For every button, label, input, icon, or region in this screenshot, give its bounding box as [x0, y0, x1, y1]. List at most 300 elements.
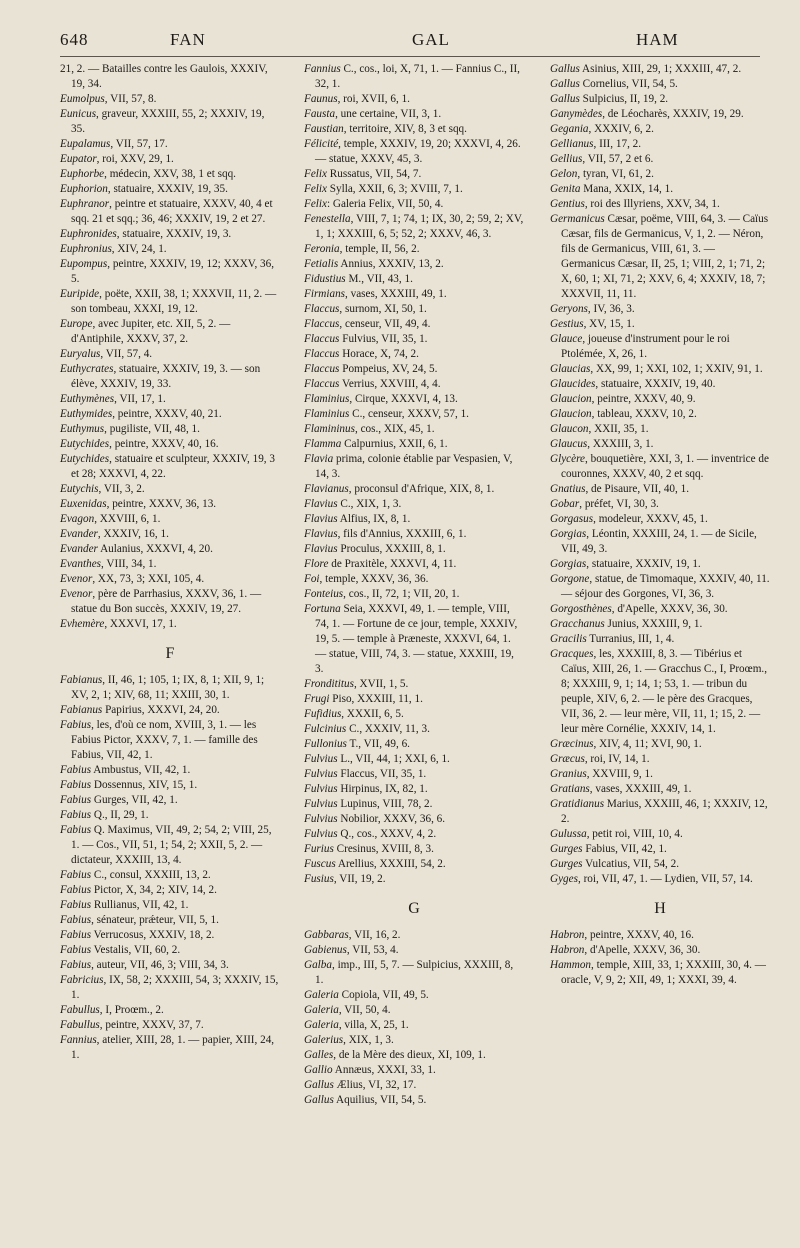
section-letter: F [165, 645, 175, 662]
index-entry [304, 572, 524, 587]
entry-references: , XXVIII, 6, 1. [94, 513, 161, 525]
index-entry [550, 512, 770, 527]
entry-term: Gallio [304, 1064, 333, 1076]
entry-references: Verrucosus, XXXIV, 18, 2. [91, 929, 215, 941]
entry-term: Fabius [60, 794, 92, 806]
entry-term: Fidustius [304, 273, 346, 285]
section-letter: G [408, 900, 420, 917]
entry-references: Piso, XXXIII, 11, 1. [329, 693, 423, 705]
entry-term: Felix [304, 168, 327, 180]
index-entry [60, 362, 280, 392]
index-entry [550, 197, 770, 212]
entry-term: Fulvius [304, 828, 338, 840]
entry-references: , de Pisaure, VII, 40, 1. [585, 483, 690, 495]
entry-term: Felix [304, 183, 327, 195]
entry-references: , d'Apelle, XXXV, 36, 30. [611, 603, 728, 615]
entry-references: , IX, 58, 2; XXXIII, 54, 3; XXXIV, 15, 1. [71, 974, 279, 1001]
entry-term: Fullonius [304, 738, 347, 750]
entry-references: Horace, X, 74, 2. [339, 348, 419, 360]
index-entry [304, 257, 524, 272]
entry-term: Firmians [304, 288, 346, 300]
entry-term: Fabius [60, 899, 92, 911]
index-entry [550, 332, 770, 362]
entry-references: Sulpicius, II, 19, 2. [579, 93, 669, 105]
entry-references: , avec Jupiter, etc. XII, 5, 2. — d'Antiphile, XXXV, 37, 2. [71, 318, 231, 345]
page-number: 648 [60, 30, 89, 49]
index-entry [550, 943, 770, 958]
entry-references: Ambustus, VII, 42, 1. [91, 764, 191, 776]
entry-references: , XV, 15, 1. [583, 318, 635, 330]
index-entry [304, 512, 524, 527]
entry-term: Fulvius [304, 798, 338, 810]
entry-term: Euphorbe [60, 168, 105, 180]
index-entry [550, 152, 770, 167]
entry-term: Glaucion [550, 408, 592, 420]
index-entry [550, 928, 770, 943]
index-entry [304, 677, 524, 692]
index-entry [550, 317, 770, 332]
entry-references: Fulvius, VII, 35, 1. [339, 333, 428, 345]
entry-term: Glaucion [550, 393, 592, 405]
entry-term: Fabius [60, 809, 92, 821]
entry-term: Evander [60, 528, 98, 540]
entry-term: Euryalus [60, 348, 101, 360]
entry-references: , peintre, XXXV, 40, 9. [591, 393, 696, 405]
entry-references: , statuaire et sculpteur, XXXIV, 19, 3 et 28; XXXVI, 4, 22. [71, 453, 275, 480]
entry-references: Verrius, XXVIII, 4, 4. [339, 378, 441, 390]
entry-references: , graveur, XXXIII, 55, 2; XXXIV, 19, 35. [71, 108, 265, 135]
entry-term: Flaccus [304, 333, 340, 345]
entry-term: Fenestella [304, 213, 351, 225]
header-right-word: HAM [636, 30, 679, 49]
entry-term: Gorgasus [550, 513, 594, 525]
entry-references: , XXXIII, 3, 1. [587, 438, 654, 450]
index-entry [550, 407, 770, 422]
entry-term: Gorgone [550, 573, 590, 585]
entry-term: Gallus [550, 78, 580, 90]
entry-references: Arellius, XXXIII, 54, 2. [335, 858, 446, 870]
entry-references: Cresinus, XVIII, 8, 3. [333, 843, 434, 855]
entry-term: Granius [550, 768, 587, 780]
entry-term: Eupompus [60, 258, 108, 270]
index-entry [550, 437, 770, 452]
index-entry [304, 722, 524, 737]
entry-references: , VII, 50, 4. [338, 1004, 391, 1016]
entry-references: Asinius, XIII, 29, 1; XXXIII, 47, 2. [579, 63, 742, 75]
entry-references: Copiola, VII, 49, 5. [338, 989, 429, 1001]
entry-term: Fulvius [304, 753, 338, 765]
index-entry [60, 317, 280, 347]
index-entry [304, 242, 524, 257]
entry-references: Junius, XXXIII, 9, 1. [604, 618, 703, 630]
index-entry [304, 392, 524, 407]
entry-references: Fabius, VII, 42, 1. [582, 843, 667, 855]
entry-term: Eutychis [60, 483, 99, 495]
entry-references: , vases, XXXIII, 49, 1. [589, 783, 692, 795]
index-entry [550, 422, 770, 437]
entry-references: , modeleur, XXXV, 45, 1. [593, 513, 708, 525]
index-entry [304, 958, 524, 988]
entry-references: , roi, IV, 14, 1. [584, 753, 650, 765]
entry-term: Flaminius [304, 393, 350, 405]
entry-references: , roi, XXV, 29, 1. [96, 153, 174, 165]
index-entry [304, 988, 524, 1003]
index-entry [550, 797, 770, 827]
entry-term: Evagon [60, 513, 95, 525]
index-entry [550, 122, 770, 137]
entry-references: , VII, 17, 1. [114, 393, 166, 405]
index-entry [60, 913, 280, 928]
entry-references: Flaccus, VII, 35, 1. [337, 768, 427, 780]
entry-term: Gellianus [550, 138, 594, 150]
entry-references: Sylla, XXII, 6, 3; XVIII, 7, 1. [326, 183, 463, 195]
entry-references: , sénateur, prǽteur, VII, 5, 1. [91, 914, 219, 926]
index-entry [60, 793, 280, 808]
entry-term: Gobar [550, 498, 580, 510]
index-entry [304, 137, 524, 167]
entry-term: Gegania [550, 123, 589, 135]
index-entry [60, 703, 280, 718]
entry-references: , villa, X, 25, 1. [338, 1019, 409, 1031]
index-entry [304, 302, 524, 317]
entry-term: Gelon [550, 168, 578, 180]
index-entry [550, 497, 770, 512]
index-entry [550, 958, 770, 988]
entry-references: , temple, II, 56, 2. [339, 243, 420, 255]
entry-term: Flamininus [304, 423, 355, 435]
index-entry [550, 392, 770, 407]
index-entry [304, 1048, 524, 1063]
index-entry [550, 167, 770, 182]
entry-term: Flavia [304, 453, 334, 465]
entry-term: Galba [304, 959, 332, 971]
entry-term: Faustian [304, 123, 344, 135]
entry-references: , peintre et statuaire, XXXV, 40, 4 et sqq. 21 et sqq.; 36, 46; XXXIV, 19, 2 et 27. [71, 198, 273, 225]
entry-term: Hammon [550, 959, 592, 971]
entry-references: Q., cos., XXXV, 4, 2. [337, 828, 437, 840]
index-entry [60, 958, 280, 973]
index-entry [550, 842, 770, 857]
index-entry [60, 422, 280, 437]
entry-references: , vases, XXXIII, 49, 1. [345, 288, 447, 300]
entry-term: Eumolpus [60, 93, 105, 105]
index-entry [304, 107, 524, 122]
index-entry [550, 302, 770, 317]
entry-term: Fabullus [60, 1019, 100, 1031]
entry-term: Fabius [60, 884, 92, 896]
entry-references: , préfet, VI, 30, 3. [579, 498, 659, 510]
index-entry [60, 718, 280, 763]
entry-term: Galeria [304, 989, 339, 1001]
entry-references: , VII, 57, 8. [104, 93, 157, 105]
entry-references: , tableau, XXXV, 10, 2. [591, 408, 697, 420]
entry-references: , II, 46, 1; 105, 1; IX, 8, 1; XII, 9, 1; XV, 2, 1; XIV, 68, 11; XXIII, 30, 1. [71, 674, 265, 701]
section-letter: H [654, 900, 666, 917]
entry-references: Pictor, X, 34, 2; XIV, 14, 2. [91, 884, 217, 896]
entry-term: Flaccus [304, 348, 340, 360]
index-entry [60, 617, 280, 632]
entry-references: M., VII, 43, 1. [345, 273, 413, 285]
index-entry [304, 182, 524, 197]
entry-references: , proconsul d'Afrique, XIX, 8, 1. [348, 483, 495, 495]
entry-term: Eunicus [60, 108, 97, 120]
index-entry [550, 557, 770, 572]
index-entry [60, 62, 280, 92]
entry-term: Eupalamus [60, 138, 111, 150]
index-entry [304, 317, 524, 332]
entry-references: , I, Proœm., 2. [99, 1004, 164, 1016]
index-entry [60, 763, 280, 778]
entry-references: , d'Apelle, XXXV, 36, 30. [584, 944, 701, 956]
entry-references: , petit roi, VIII, 10, 4. [586, 828, 683, 840]
entry-references: , atelier, XIII, 28, 1. — papier, XIII, 24, 1. [71, 1034, 275, 1061]
index-entry [60, 1033, 280, 1063]
index-entry [304, 812, 524, 827]
entry-references: Nobilior, XXXV, 36, 6. [337, 813, 446, 825]
index-entry [60, 557, 280, 572]
entry-references: , roi, VII, 47, 1. — Lydien, VII, 57, 14. [577, 873, 753, 885]
entry-term: Gurges [550, 858, 583, 870]
index-entry [60, 497, 280, 512]
index-entry [60, 257, 280, 287]
entry-term: Flavius [304, 543, 338, 555]
index-entry [60, 452, 280, 482]
index-entry [304, 737, 524, 752]
entry-references: , VII, 3, 2. [98, 483, 145, 495]
entry-term: Fabius [60, 779, 92, 791]
index-entry [304, 827, 524, 842]
entry-term: Euthycrates [60, 363, 114, 375]
entry-term: Gracchanus [550, 618, 605, 630]
entry-references: , XXXVI, 17, 1. [104, 618, 177, 630]
index-entry [60, 287, 280, 317]
index-entry [60, 407, 280, 422]
index-entry [60, 823, 280, 868]
index-entry [550, 572, 770, 602]
entry-references: L., VII, 44, 1; XXI, 6, 1. [337, 753, 450, 765]
entry-references: , de la Mère des dieux, XI, 109, 1. [333, 1049, 486, 1061]
index-entry [60, 392, 280, 407]
entry-references: C., XIX, 1, 3. [337, 498, 402, 510]
index-entry [304, 872, 524, 887]
index-entry [304, 212, 524, 242]
entry-term: Fannius [60, 1034, 97, 1046]
index-entry [550, 527, 770, 557]
entry-references: , III, 17, 2. [593, 138, 642, 150]
index-entry [304, 928, 524, 943]
entry-references: , une certaine, VII, 3, 1. [335, 108, 442, 120]
entry-term: Fabius [60, 719, 92, 731]
entry-term: Flavius [304, 513, 338, 525]
index-entry [304, 62, 524, 92]
entry-references: , Léontin, XXXIII, 24, 1. — de Sicile, VII, 49, 3. [561, 528, 757, 555]
entry-term: Fortuna [304, 603, 341, 615]
entry-term: Gurges [550, 843, 583, 855]
entry-references: , médecin, XXV, 38, 1 et sqq. [104, 168, 236, 180]
entry-term: Fabius [60, 764, 92, 776]
entry-term: Europe [60, 318, 93, 330]
entry-term: Evander [60, 543, 98, 555]
entry-references: , XIX, 1, 3. [343, 1034, 394, 1046]
entry-term: Galeria [304, 1004, 339, 1016]
entry-references: , père de Parrhasius, XXXV, 36, 1. — statue du Bon succès, XXXIV, 19, 27. [71, 588, 262, 615]
index-entry [60, 242, 280, 257]
entry-term: Fabullus [60, 1004, 100, 1016]
index-entry [304, 1033, 524, 1048]
entry-term: Frondititus [304, 678, 354, 690]
index-entry [304, 692, 524, 707]
entry-references: : Galeria Felix, VII, 50, 4. [326, 198, 444, 210]
entry-term: Eutychides [60, 453, 110, 465]
index-entry [550, 62, 770, 77]
index-entry [550, 752, 770, 767]
entry-references: Vulcatius, VII, 54, 2. [582, 858, 680, 870]
index-entry [60, 197, 280, 227]
index-entry [304, 797, 524, 812]
index-entry [60, 107, 280, 137]
header-left-word: FAN [170, 30, 206, 49]
entry-references: T., VII, 49, 6. [346, 738, 410, 750]
index-entry [60, 808, 280, 823]
entry-references: , fils d'Annius, XXXIII, 6, 1. [337, 528, 467, 540]
entry-term: Flavius [304, 528, 338, 540]
entry-term: Fausta [304, 108, 336, 120]
index-column-2 [304, 62, 524, 1108]
entry-references: , statuaire, XXXIV, 19, 3. [116, 228, 232, 240]
entry-references: , VII, 16, 2. [348, 929, 401, 941]
index-entry [304, 332, 524, 347]
entry-references: , censeur, VII, 49, 4. [339, 318, 431, 330]
entry-references: Hirpinus, IX, 82, 1. [337, 783, 428, 795]
entry-references: , statuaire, XXXIV, 19, 35. [107, 183, 228, 195]
index-entry [550, 827, 770, 842]
entry-references: , peintre, XXXV, 36, 13. [106, 498, 217, 510]
entry-term: Fusius [304, 873, 334, 885]
index-entry [304, 707, 524, 722]
entry-references: , XXXIV, 16, 1. [97, 528, 169, 540]
entry-term: Flaccus [304, 318, 340, 330]
index-entry [550, 107, 770, 122]
index-entry [60, 182, 280, 197]
entry-references: , statuaire, XXXIV, 19, 40. [595, 378, 716, 390]
index-column-1 [60, 62, 280, 1063]
entry-term: Euthymènes [60, 393, 115, 405]
entry-term: Feronia [304, 243, 340, 255]
entry-references: Rullianus, VII, 42, 1. [91, 899, 189, 911]
entry-term: Genita [550, 183, 581, 195]
index-entry [304, 497, 524, 512]
entry-term: Faunus [304, 93, 338, 105]
entry-term: Euphranor [60, 198, 110, 210]
index-entry [60, 92, 280, 107]
entry-references: , surnom, XI, 50, 1. [339, 303, 427, 315]
index-entry [60, 928, 280, 943]
entry-term: Fuscus [304, 858, 336, 870]
entry-references: , VII, 19, 2. [333, 873, 386, 885]
entry-references: Annæus, XXXI, 33, 1. [332, 1064, 436, 1076]
entry-term: Græcus [550, 753, 585, 765]
entry-references: , Cirque, XXXVI, 4, 13. [349, 393, 458, 405]
entry-references: , VIII, 34, 1. [101, 558, 157, 570]
entry-term: Gracques [550, 648, 594, 660]
entry-term: Euxenidas [60, 498, 107, 510]
entry-term: Frugi [304, 693, 330, 705]
entry-references: , les, XXXIII, 8, 3. — Tibérius et Caïus, XIII, 26, 1. — Gracchus C., I, Proœm., 8; XXXIII, 9, 1; 14, 1; 53, 1. — tribun du peuple, XIV, 6, 2. — le père des Gracques, VII, 36, 2. — leur mère, VII, 11, 1; 15, 2. — leur mère Cornélie, XXXIV, 14, 1. [561, 648, 768, 735]
entry-term: Gorgosthènes [550, 603, 612, 615]
index-entry [60, 137, 280, 152]
entry-term: Galeria [304, 1019, 339, 1031]
entry-term: Geryons [550, 303, 588, 315]
entry-term: Evanthes [60, 558, 102, 570]
entry-references: , auteur, VII, 46, 3; VIII, 34, 3. [91, 959, 229, 971]
entry-references: C., cos., loi, X, 71, 1. — Fannius C., II, 32, 1. [315, 63, 520, 90]
entry-term: Fabius [60, 929, 92, 941]
index-entry [60, 973, 280, 1003]
index-entry [550, 632, 770, 647]
entry-references: , XX, 99, 1; XXI, 102, 1; XXIV, 91, 1. [590, 363, 763, 375]
entry-references: Marius, XXXIII, 46, 1; XXXIV, 12, 2. [561, 798, 768, 825]
entry-references: , VII, 57, 4. [100, 348, 153, 360]
entry-term: Euphronides [60, 228, 117, 240]
entry-references: , XIV, 24, 1. [111, 243, 167, 255]
entry-term: Gellius [550, 153, 583, 165]
entry-term: Gallus [550, 93, 580, 105]
entry-references: , VIII, 7, 1; 74, 1; IX, 30, 2; 59, 2; XV, 1, 1; XXXIII, 6, 5; 52, 2; XXXV, 46, 3. [315, 213, 524, 240]
index-entry [60, 347, 280, 362]
index-entry [60, 572, 280, 587]
entry-references: Turranius, III, 1, 4. [586, 633, 675, 645]
entry-references: , cos., XIX, 45, 1. [354, 423, 435, 435]
header-middle-word: GAL [412, 30, 450, 49]
entry-references: , pugiliste, VII, 48, 1. [104, 423, 200, 435]
entry-references: Dossennus, XIV, 15, 1. [91, 779, 198, 791]
entry-term: Gestius [550, 318, 584, 330]
entry-term: Flaminius [304, 408, 350, 420]
entry-term: Fabianus [60, 674, 103, 686]
index-entry [304, 527, 524, 542]
entry-term: Flaccus [304, 363, 340, 375]
index-entry [304, 272, 524, 287]
index-entry [550, 362, 770, 377]
entry-term: Gabienus [304, 944, 347, 956]
entry-references: , statuaire, XXXIV, 19, 3. — son élève, XXXIV, 19, 33. [71, 363, 261, 390]
entry-term: Fulvius [304, 783, 338, 795]
entry-term: Fetialis [304, 258, 339, 270]
index-entry [550, 602, 770, 617]
index-entry [304, 542, 524, 557]
entry-term: Glaucon [550, 423, 589, 435]
entry-term: Flamma [304, 438, 342, 450]
entry-term: Galles [304, 1049, 334, 1061]
entry-term: Fulvius [304, 813, 338, 825]
entry-references: , XXII, 35, 1. [588, 423, 649, 435]
entry-term: Euphronius [60, 243, 112, 255]
entry-references: , VII, 53, 4. [346, 944, 399, 956]
entry-references: , peintre, XXXV, 40, 16. [109, 438, 219, 450]
entry-term: Fabius [60, 959, 92, 971]
index-entry [304, 92, 524, 107]
entry-references: , imp., III, 5, 7. — Sulpicius, XXXIII, 8, 1. [315, 959, 514, 986]
entry-references: , XXVIII, 9, 1. [586, 768, 653, 780]
index-entry [304, 482, 524, 497]
entry-references: Mana, XXIX, 14, 1. [580, 183, 674, 195]
entry-term: Fufidius [304, 708, 342, 720]
entry-references: , peintre, XXXV, 37, 7. [99, 1019, 204, 1031]
entry-term: Eutychides [60, 438, 110, 450]
entry-references: Calpurnius, XXII, 6, 1. [341, 438, 448, 450]
entry-references: Cornelius, VII, 54, 5. [579, 78, 678, 90]
index-entry [550, 617, 770, 632]
